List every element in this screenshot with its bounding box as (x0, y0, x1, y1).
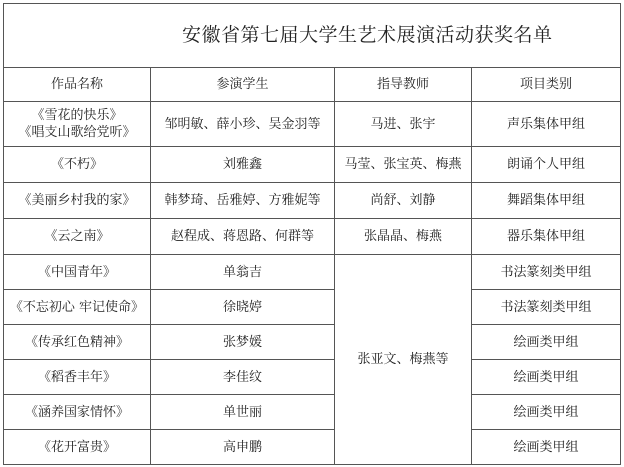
work-name-cell: 《不朽》 (4, 147, 151, 183)
work-name-cell: 《美丽乡村我的家》 (4, 183, 151, 219)
category-cell: 绘画类甲组 (472, 360, 621, 395)
table-row (4, 183, 621, 219)
students-cell: 赵程成、蒋恩路、何群等 (151, 219, 335, 255)
students-cell: 单世丽 (151, 395, 335, 430)
table-row (4, 290, 621, 325)
table-row (4, 395, 621, 430)
category-cell: 舞蹈集体甲组 (472, 183, 621, 219)
category-cell: 朗诵个人甲组 (472, 147, 621, 183)
work-name-cell: 《中国青年》 (4, 255, 151, 290)
category-cell: 书法篆刻类甲组 (472, 255, 621, 290)
work-name-cell: 《云之南》 (4, 219, 151, 255)
table-row (4, 219, 621, 255)
teachers-cell: 尚舒、刘静 (335, 183, 472, 219)
work-name: 《唱支山歌给党听》 (18, 125, 136, 140)
header-work: 作品名称 (4, 68, 151, 102)
students-cell: 邹明敏、薛小珍、吴金羽等 (151, 102, 335, 147)
students-cell: 李佳纹 (151, 360, 335, 395)
teachers-cell-merged: 张亚文、梅燕等 (335, 255, 472, 465)
header-row (4, 68, 621, 102)
students-cell: 韩梦琦、岳雅婷、方雅妮等 (151, 183, 335, 219)
award-table (3, 3, 621, 465)
teachers-cell: 张晶晶、梅燕 (335, 219, 472, 255)
students-cell: 张梦媛 (151, 325, 335, 360)
work-name-cell: 《稻香丰年》 (4, 360, 151, 395)
category-cell: 书法篆刻类甲组 (472, 290, 621, 325)
students-cell: 单翁吉 (151, 255, 335, 290)
work-name-cell: 《涵养国家情怀》 (4, 395, 151, 430)
table-row (4, 325, 621, 360)
category-cell: 绘画类甲组 (472, 395, 621, 430)
table-row (4, 102, 621, 147)
category-cell: 绘画类甲组 (472, 430, 621, 465)
teachers-cell: 马进、张宇 (335, 102, 472, 147)
work-name-cell: 《传承红色精神》 (4, 325, 151, 360)
work-name-cell (4, 102, 151, 147)
work-name-cell: 《不忘初心 牢记使命》 (4, 290, 151, 325)
students-cell: 徐晓婷 (151, 290, 335, 325)
table-row (4, 255, 621, 290)
table-row (4, 360, 621, 395)
category-cell: 器乐集体甲组 (472, 219, 621, 255)
category-cell: 声乐集体甲组 (472, 102, 621, 147)
table-row (4, 147, 621, 183)
work-name: 《雪花的快乐》 (31, 108, 123, 123)
header-teachers: 指导教师 (335, 68, 472, 102)
header-students: 参演学生 (151, 68, 335, 102)
work-name-cell: 《花开富贵》 (4, 430, 151, 465)
teachers-cell: 马莹、张宝英、梅燕 (335, 147, 472, 183)
table-row (4, 430, 621, 465)
table-title: 安徽省第七届大学生艺术展演活动获奖名单 (4, 4, 621, 68)
category-cell: 绘画类甲组 (472, 325, 621, 360)
header-category: 项目类别 (472, 68, 621, 102)
students-cell: 高申鹏 (151, 430, 335, 465)
students-cell: 刘雅鑫 (151, 147, 335, 183)
